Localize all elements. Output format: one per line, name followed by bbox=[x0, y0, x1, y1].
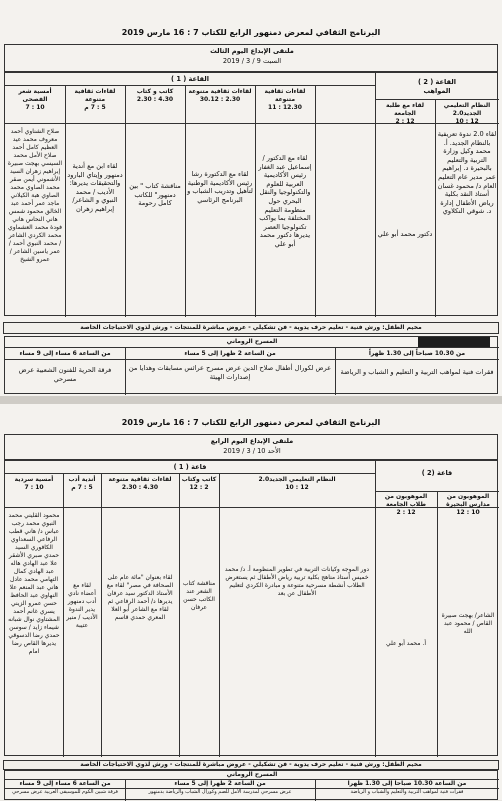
col-education-header bbox=[219, 475, 375, 507]
col-literary-clubs-header bbox=[63, 475, 101, 507]
col-head: كاتب و كتاب bbox=[136, 88, 174, 95]
col-time: 10 : 12 bbox=[456, 509, 480, 516]
forum-header bbox=[4, 44, 498, 72]
sessions-table bbox=[4, 460, 498, 756]
education-meeting-text: لقاء 2.0 ندوة تعريفية بالنظام الجديد. أ. محمد وكيل وزارة التربية والتعليم بالبحيرة د. إبراهيم عمر مدير عام التعليم العام د/ محمود غسان أستاذ النقد بكلية رياض الأطفال إدارة د. شوقي النكلاوي bbox=[437, 130, 497, 216]
forum-date: الأحد 10 / 3 / 2019 bbox=[223, 447, 281, 455]
forum-header bbox=[4, 434, 498, 460]
col-head: النظام التعليمي الجديد2.0 bbox=[258, 476, 336, 483]
narrative-participants: محمود القليني محمد النبوي محمد رجب عباس د/ هاني قطب الرفاعي السعداوي الكافوري السيد حمدي صبري الأشقر علا عبد الهادي هاله عبد الهادي كمال التهامي محمد عادل هاني عبد المنعم علا النهاوي عبد الحافظ حسن عمرو الزيني يسري غانم أحمد المشتاوي نوال شبانه شيماء زايد / سوسن حمدي رضا الدسوقي يديرها القاص رضا امام bbox=[8, 512, 60, 655]
col-time: 2.30 : 30.12 bbox=[199, 96, 241, 103]
col-meetings-header bbox=[101, 475, 179, 507]
col-head: أمسية سردية bbox=[14, 476, 54, 483]
col-poetry-header bbox=[5, 87, 65, 123]
col-time: 10 : 7 bbox=[24, 484, 44, 491]
stage-table bbox=[4, 336, 498, 394]
forum-title: ملتقى الإبداع اليوم الرابع bbox=[210, 437, 294, 445]
stage-title: المسرح الروماني bbox=[226, 771, 278, 778]
sheet-title: البرنامج الثقافي لمعرض دمنهور الرابع للكتاب 7 : 16 مارس 2019 bbox=[121, 28, 381, 37]
book-discussion-text: مناقشة كتاب الشعر عند الكاتب حسن عرفان bbox=[182, 580, 216, 611]
forum-title: ملتقى الإبداع اليوم الثالث bbox=[210, 47, 294, 55]
col-time: 5 : 7 م bbox=[84, 104, 106, 111]
stage-slot-evening-time: من الساعة 6 مساء إلى 9 مساء bbox=[19, 780, 111, 787]
col-time: 12 : 10 bbox=[285, 484, 309, 491]
col-head: أمسية شعر الفصحى bbox=[18, 88, 52, 103]
col-meetings-evening-header bbox=[65, 87, 125, 123]
academy-meeting-text: لقاء مع الدكتورة رشا رئيس الأكاديمية الوطنية لتأهيل وتدريب الشباب و البرنامج الرئاسي bbox=[187, 170, 253, 204]
col-head: كاتب وكتاب bbox=[181, 476, 217, 483]
col-head: أندية أدب bbox=[68, 476, 96, 483]
col-head: لقاءات ثقافية متنوعة bbox=[74, 88, 116, 103]
col-education-header bbox=[435, 101, 499, 123]
col-time: 5 : 7 م bbox=[71, 484, 93, 491]
col-time: 12.30 : 11 bbox=[268, 104, 302, 111]
stage-slot-evening-time: من الساعة 6 مساء إلى 9 مساء bbox=[19, 350, 111, 357]
sheet-title: البرنامج الثقافي لمعرض دمنهور الرابع للكتاب 7 : 16 مارس 2019 bbox=[121, 418, 381, 427]
col-time: 12 : 2 bbox=[395, 118, 415, 125]
stage-slot-afternoon-time: من الساعة 2 ظهرا إلى 5 مساء bbox=[184, 350, 276, 357]
stage-slot-morning-body: فقرات فنية لمواهب التربية والتعليم والشباب و الرياضة bbox=[350, 789, 464, 795]
col-time: 4.30 : 2.30 bbox=[121, 484, 159, 491]
clubs-meeting-text: لقاء ابن مع أندية دمنهور وإيتاي البارود والتحقيقات يديرها: الأديب / محمد النبوي و الشاعر/ إبراهيم زهران bbox=[67, 162, 123, 213]
stage-slot-afternoon-body: عرض لكورال أطفال صلاح الدين عرض مسرح عرائس مسابقات وهدايا من إصدارات الهيئة bbox=[128, 364, 332, 381]
hall2-label: قاعة (2 ) bbox=[421, 469, 453, 477]
university-talent-text: أ. محمد أبو علي bbox=[385, 640, 426, 647]
col-head: الموهوبون من مدارس البحيرة bbox=[446, 493, 490, 508]
col-head: لقاءات ثقافية متنوعة bbox=[108, 476, 172, 483]
stage-slot-morning-body: فقرات فنية لمواهب التربية و التعليم و الشباب و الرياضة bbox=[340, 368, 494, 376]
stage-table bbox=[4, 770, 498, 800]
book-discussion-text: مناقشة كتاب " بين دمنهور" للكاتب كامل رحومة bbox=[129, 182, 181, 208]
col-school-talent-header bbox=[437, 492, 499, 516]
forum-date: السبت 9 / 3 / 2019 bbox=[222, 57, 282, 65]
col-time: 12 : 2 bbox=[396, 509, 416, 516]
col-time: 12 : 10 bbox=[455, 118, 479, 125]
stage-slot-evening-body: فرقة الحرية للفنون الشعبية عرض مسرحي bbox=[18, 366, 112, 383]
aast-meeting-text: لقاء مع الدكتور / إسماعيل عبد الغفار رئيس الأكاديمية العربية للعلوم والتكنولوجيا والنقل البحري حول منظومة التعليم المختلفة بما يواكب تكنولوجيا العصر يديرها دكتور محمد أبو علي bbox=[258, 154, 312, 248]
child-camp-banner: مخيم الطفل: ورش فنية - تعليم حرف يدوية - فن تشكيلي - عروض مباشرة للمنتجات - ورش لذوي الاحتياجات الخاصة bbox=[3, 322, 499, 334]
hall1-label: قاعة ( 1 ) bbox=[173, 463, 207, 471]
hall1-label: القاعة ( 1 ) bbox=[171, 75, 209, 83]
sheet-divider bbox=[0, 396, 502, 404]
press-meeting-text: لقاء بعنوان "مائة عام على الصحافة في مصر" لقاء مع الأستاذ الدكتور سيد عرفان يديرها د/ أحمد الرفاعي ثم لقاء مع الشاعر أبو العلا المعري حمدي قاسم bbox=[106, 574, 174, 621]
child-camp-banner: مخيم الطفل: ورش فنية - تعليم حرف يدوية - فن تشكيلي - عروض مباشرة للمنتجات - ورش لذوي الاحتياجات الخاصة bbox=[3, 760, 499, 770]
literary-club-text: لقاء مع أعضاء نادي أدب دمنهور يدير الندوة الأديب / منير عتيبة bbox=[66, 582, 98, 629]
poetry-participants: صلاح الشناوي أحمد معروف محمد عيد العظيم كامل أحمد صلاح الأمل محمد السيسي بهجت صبيرة إبراهيم زهران السيد الأشموني أيمن صقر محمد الصاوي محمد الصاوي هبة الكيلاني ماجد عمر أحمد عبد الخالق محمود شمس هاني النحاس هاني فودة محمد العشماوي محمد الكردي الشاعر / محمد النبوي أحمد / عمر ياسين الشاعر / عمرو الشيخ bbox=[7, 128, 63, 263]
col-time: 2 : 12 bbox=[189, 484, 209, 491]
stage-slot-morning-time: من الساعة 10.30 صباحا إلى 1.30 ظهرا bbox=[347, 780, 467, 787]
col-meetings-afternoon-header bbox=[185, 87, 255, 123]
stage-slot-morning-time: من 10.30 صباحاً إلى 1.30 ظهراً bbox=[368, 350, 466, 357]
sessions-table bbox=[4, 72, 498, 316]
stage-slot-evening-body: فرقة شبين الكوم للموسيقى العربية عرض مسرحي bbox=[12, 789, 118, 795]
stage-title: المسرح الروماني bbox=[226, 338, 278, 345]
program-sheet-day4 bbox=[0, 404, 502, 800]
students-meeting-text: دكتور محمد أبو علي bbox=[377, 230, 433, 238]
col-narrative-header bbox=[5, 475, 63, 507]
hall2-subtitle: المواهب bbox=[423, 86, 451, 95]
col-head: لقاء مع طلبة الجامعة bbox=[385, 102, 425, 117]
col-time: 10 : 7 bbox=[25, 104, 45, 111]
col-head: الموهوبون من طلاب الجامعة bbox=[384, 493, 428, 508]
school-talent-text: الشاعر/ بهجت صبيرة القاص / محمود عبد الله bbox=[441, 612, 495, 635]
col-time: 4.30 : 2.30 bbox=[136, 96, 174, 103]
hall2-number: القاعة ( 2 ) bbox=[418, 78, 456, 86]
col-writer-book-header bbox=[125, 87, 185, 123]
col-students-header bbox=[375, 101, 435, 123]
stage-slot-afternoon-time: من الساعة 2 ظهرا إلى 5 مساء bbox=[174, 780, 266, 787]
col-writer-book-header bbox=[179, 475, 219, 507]
hall2-label bbox=[377, 77, 497, 96]
stage-slot-afternoon-body: عرض مسرحي لمدرسة الأمل للصم وكورال الشباب والرياضة بدمنهور bbox=[148, 789, 292, 795]
col-head: النظام التعليمي الجديد2.0 bbox=[443, 102, 491, 117]
col-head: لقاءات ثقافية متنوعة bbox=[188, 88, 252, 95]
col-head: لقاءات ثقافية متنوعة bbox=[264, 88, 306, 103]
program-sheet-day3 bbox=[0, 0, 502, 396]
col-meetings-morning-header bbox=[255, 87, 315, 123]
education-talk-text: دور الموجه وكيانات التربية في تطوير المنظومة أ. د/ محمد خميس أستاذ مناهج بكلية تربية رياض الأطفال ثم يستعرض الطلاب أنشطة مسرحية متنوعة و مبادرة الكردي لتعليم الأطفال عن بعد bbox=[224, 566, 370, 597]
col-university-talent-header bbox=[375, 492, 437, 516]
